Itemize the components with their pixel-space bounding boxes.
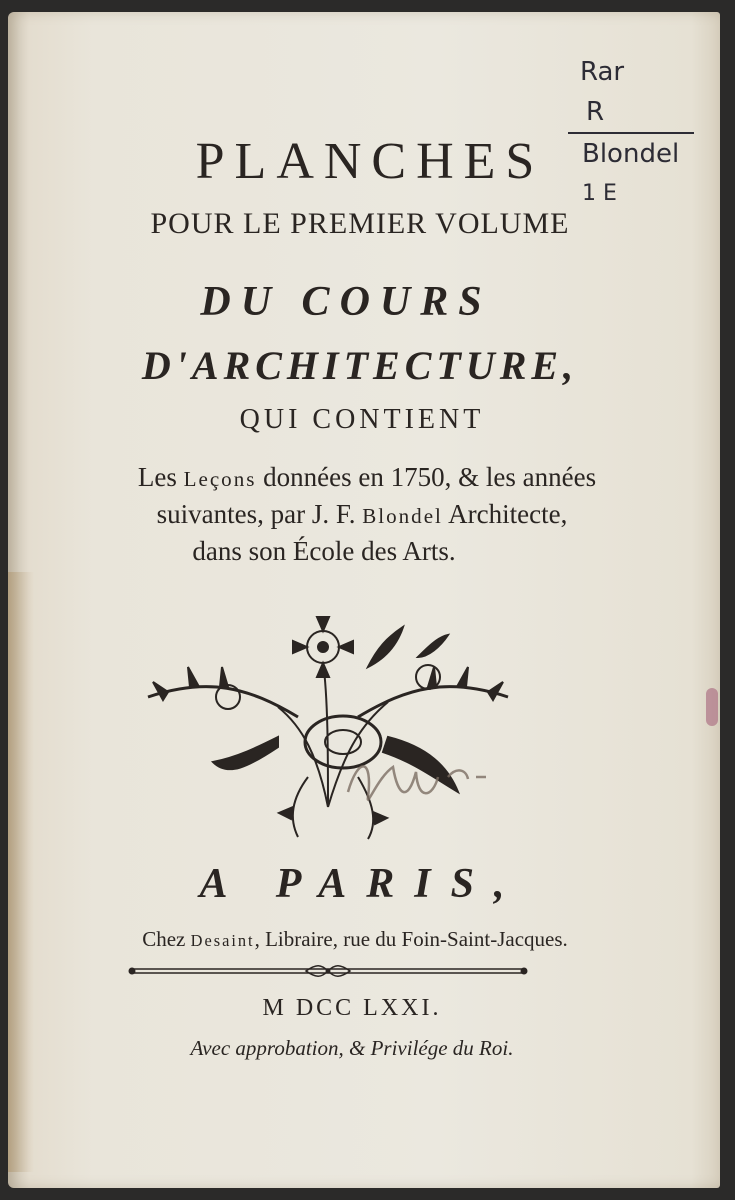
shelfmark-line-4: 1 E [582, 181, 617, 206]
body-line-1 [11, 459, 720, 498]
body-line-1-smallcaps: Leçons [183, 467, 257, 491]
imprint-publisher [8, 927, 711, 952]
ornamental-rule-icon [126, 964, 530, 978]
body-line-2-post: Architecte, [442, 499, 568, 529]
shelfmark-line-3: Blondel [568, 132, 694, 174]
handwritten-signature-icon [338, 747, 498, 826]
page-marker-spot [706, 688, 718, 726]
shelfmark-line-2: R [586, 97, 605, 127]
body-line-2 [8, 496, 718, 535]
title-main: PLANCHES [195, 133, 545, 190]
body-line-3: dans son École des Arts. [192, 536, 456, 566]
title-du-cours: DU COURS [200, 279, 492, 325]
body-line-1-pre: Les [137, 462, 184, 492]
body-line-1-post: données en 1750, & les années [256, 462, 597, 492]
title-qui-contient: QUI CONTIENT [239, 404, 485, 435]
imprint-date: M DCC LXXI. [262, 995, 442, 1021]
shelfmark-line-1: Rar [580, 57, 625, 87]
body-line-2-pre: suivantes, par J. F. [156, 499, 363, 529]
publisher-name: Desaint [190, 931, 255, 950]
imprint-city: A PARIS, [199, 861, 525, 907]
title-page [8, 12, 720, 1188]
author-name: Blondel [362, 504, 443, 528]
imprint-approval: Avec approbation, & Privilége du Roi. [190, 1036, 514, 1060]
signature-scrawl-icon [338, 747, 498, 817]
title-subtitle: POUR LE PREMIER VOLUME [150, 207, 570, 240]
title-architecture: D'ARCHITECTURE, [141, 343, 579, 388]
publisher-post: , Libraire, rue du Foin-Saint-Jacques. [254, 927, 568, 951]
publisher-pre: Chez [142, 927, 191, 951]
